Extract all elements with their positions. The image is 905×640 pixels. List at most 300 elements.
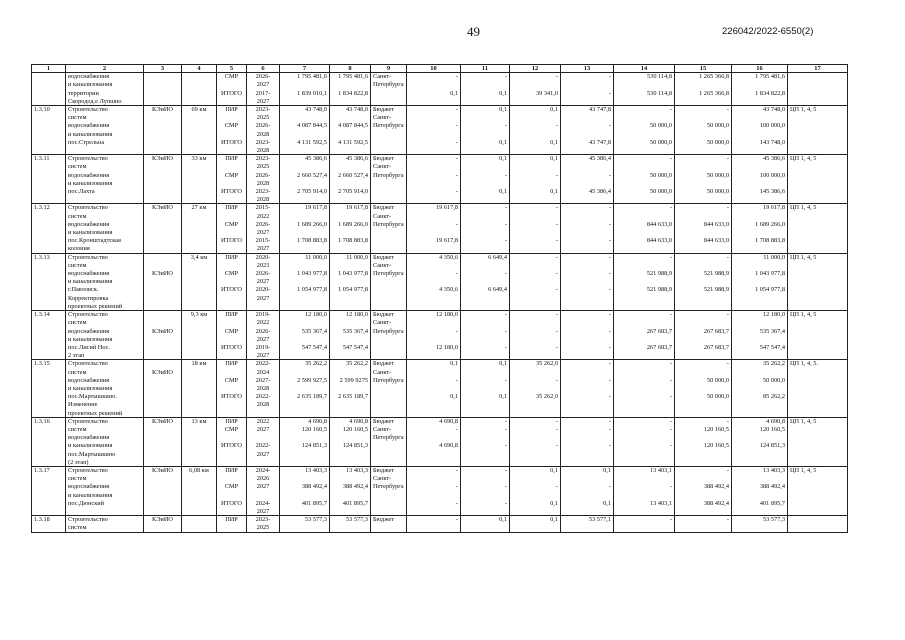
table-cell: 11 000,0 bbox=[732, 253, 788, 261]
table-cell bbox=[280, 130, 330, 138]
table-cell bbox=[788, 114, 848, 122]
table-cell: - bbox=[675, 155, 732, 163]
table-cell: 50 000,0 bbox=[675, 393, 732, 401]
table-cell bbox=[561, 196, 614, 204]
table-cell bbox=[280, 147, 330, 155]
table-cell: ИТОГО bbox=[217, 286, 247, 294]
table-cell bbox=[371, 450, 407, 458]
table-cell: 2027 bbox=[247, 335, 280, 343]
table-cell bbox=[675, 450, 732, 458]
table-cell bbox=[510, 491, 561, 499]
table-row bbox=[32, 294, 848, 302]
table-cell bbox=[407, 319, 461, 327]
table-cell: - bbox=[510, 270, 561, 278]
table-cell: СМР bbox=[217, 220, 247, 228]
table-cell bbox=[371, 442, 407, 450]
table-cell: 6 649,4 bbox=[461, 286, 510, 294]
table-cell bbox=[614, 261, 675, 269]
table-cell bbox=[788, 188, 848, 196]
table-cell: 33 км bbox=[182, 155, 217, 163]
table-cell: 12 180,0 bbox=[280, 311, 330, 319]
table-cell: 0,1 bbox=[461, 138, 510, 146]
table-cell: 2026- bbox=[247, 122, 280, 130]
table-cell: 535 367,4 bbox=[732, 327, 788, 335]
table-cell bbox=[371, 179, 407, 187]
table-cell: 2 635 189,7 bbox=[330, 393, 371, 401]
table-cell bbox=[675, 196, 732, 204]
table-cell bbox=[182, 401, 217, 409]
table-cell: систем bbox=[66, 114, 144, 122]
table-cell: систем bbox=[66, 319, 144, 327]
table-cell bbox=[788, 147, 848, 155]
table-cell: водоснабжения bbox=[66, 434, 144, 442]
table-row bbox=[32, 302, 848, 310]
table-cell bbox=[461, 384, 510, 392]
table-cell bbox=[407, 368, 461, 376]
table-cell: ИТОГО bbox=[217, 89, 247, 97]
table-cell: 13 403,3 bbox=[330, 466, 371, 474]
table-cell: 4 690,8 bbox=[732, 417, 788, 425]
table-row bbox=[32, 409, 848, 417]
table-cell bbox=[32, 229, 66, 237]
table-cell bbox=[788, 442, 848, 450]
table-cell: пос.Лисий Нос. bbox=[66, 343, 144, 351]
table-cell: 13 403,1 bbox=[614, 499, 675, 507]
table-cell bbox=[461, 179, 510, 187]
table-cell: ИТОГО bbox=[217, 442, 247, 450]
table-cell bbox=[182, 89, 217, 97]
table-cell bbox=[32, 212, 66, 220]
table-cell bbox=[732, 352, 788, 360]
table-cell bbox=[371, 458, 407, 466]
table-cell: 0,1 bbox=[561, 466, 614, 474]
table-cell: 1 795 481,6 bbox=[280, 73, 330, 81]
table-cell bbox=[32, 130, 66, 138]
table-cell: Петербурга bbox=[371, 376, 407, 384]
table-cell: 50 000,0 bbox=[675, 138, 732, 146]
table-cell bbox=[675, 384, 732, 392]
table-cell bbox=[280, 458, 330, 466]
table-cell bbox=[407, 97, 461, 105]
table-cell bbox=[461, 368, 510, 376]
table-cell: 388 492,4 bbox=[675, 499, 732, 507]
table-row bbox=[32, 286, 848, 294]
table-cell: 43 748,0 bbox=[330, 106, 371, 114]
table-cell: 0,1 bbox=[510, 499, 561, 507]
table-cell bbox=[330, 507, 371, 515]
table-cell bbox=[371, 401, 407, 409]
table-cell: и канализования bbox=[66, 179, 144, 187]
table-cell bbox=[182, 524, 217, 532]
table-cell bbox=[32, 171, 66, 179]
table-cell bbox=[144, 319, 182, 327]
table-cell bbox=[182, 343, 217, 351]
table-cell: 4 690,8 bbox=[330, 417, 371, 425]
table-cell bbox=[788, 237, 848, 245]
table-cell bbox=[788, 171, 848, 179]
table-cell: - bbox=[561, 286, 614, 294]
table-cell: 2028 bbox=[247, 147, 280, 155]
table-cell bbox=[732, 229, 788, 237]
table-cell bbox=[144, 507, 182, 515]
table-row bbox=[32, 270, 848, 278]
table-cell: 0,1 bbox=[407, 89, 461, 97]
table-cell: 45 386,6 bbox=[280, 155, 330, 163]
table-cell: 2023- bbox=[247, 188, 280, 196]
table-cell bbox=[32, 450, 66, 458]
table-cell: ПИР bbox=[217, 417, 247, 425]
table-cell bbox=[182, 483, 217, 491]
table-cell bbox=[510, 507, 561, 515]
budget-table bbox=[31, 64, 848, 533]
table-cell: 2022- bbox=[247, 442, 280, 450]
table-cell bbox=[182, 171, 217, 179]
table-cell: 2017- bbox=[247, 89, 280, 97]
table-cell bbox=[217, 434, 247, 442]
table-cell bbox=[407, 81, 461, 89]
table-cell bbox=[32, 81, 66, 89]
table-cell: КЭиИО bbox=[144, 204, 182, 212]
table-cell bbox=[182, 237, 217, 245]
table-cell bbox=[788, 376, 848, 384]
table-cell bbox=[561, 261, 614, 269]
table-cell: 12 180,0 bbox=[330, 311, 371, 319]
table-cell bbox=[144, 220, 182, 228]
table-cell: 2 660 527,4 bbox=[330, 171, 371, 179]
table-cell: - bbox=[614, 483, 675, 491]
table-cell: 4 131 592,5 bbox=[280, 138, 330, 146]
table-cell bbox=[461, 524, 510, 532]
table-cell: - bbox=[461, 442, 510, 450]
table-cell bbox=[561, 302, 614, 310]
table-cell: 2025 bbox=[247, 114, 280, 122]
table-cell: и канализования bbox=[66, 335, 144, 343]
table-cell: 35 262,0 bbox=[510, 360, 561, 368]
table-cell: 13 км bbox=[182, 417, 217, 425]
table-cell bbox=[182, 97, 217, 105]
table-cell: ИТОГО bbox=[217, 138, 247, 146]
table-cell bbox=[614, 294, 675, 302]
table-cell bbox=[371, 229, 407, 237]
table-cell: 2 635 189,7 bbox=[280, 393, 330, 401]
table-cell: ПИР bbox=[217, 360, 247, 368]
table-cell bbox=[182, 196, 217, 204]
table-cell: 53 577,3 bbox=[280, 516, 330, 524]
table-cell bbox=[561, 491, 614, 499]
table-cell bbox=[144, 81, 182, 89]
table-cell bbox=[561, 163, 614, 171]
table-cell: - bbox=[561, 483, 614, 491]
table-cell: и канализования bbox=[66, 278, 144, 286]
table-cell: 2023 bbox=[247, 261, 280, 269]
table-row bbox=[32, 483, 848, 491]
table-cell bbox=[32, 286, 66, 294]
table-cell: - bbox=[561, 89, 614, 97]
table-cell: - bbox=[510, 343, 561, 351]
table-cell bbox=[732, 245, 788, 253]
table-cell bbox=[614, 458, 675, 466]
table-cell bbox=[217, 401, 247, 409]
table-cell bbox=[32, 294, 66, 302]
table-cell: СМР bbox=[217, 425, 247, 433]
table-cell bbox=[510, 147, 561, 155]
table-cell: 2027 bbox=[247, 352, 280, 360]
table-cell: - bbox=[407, 466, 461, 474]
table-cell: - bbox=[407, 376, 461, 384]
table-cell bbox=[330, 245, 371, 253]
table-cell bbox=[217, 384, 247, 392]
table-cell bbox=[280, 475, 330, 483]
table-cell bbox=[144, 212, 182, 220]
table-cell: систем bbox=[66, 475, 144, 483]
table-cell bbox=[407, 302, 461, 310]
table-cell: 2024- bbox=[247, 466, 280, 474]
table-cell bbox=[182, 122, 217, 130]
table-cell bbox=[32, 475, 66, 483]
table-cell bbox=[217, 368, 247, 376]
table-cell bbox=[461, 261, 510, 269]
table-cell: территории bbox=[66, 89, 144, 97]
table-cell: 2019- bbox=[247, 311, 280, 319]
table-cell bbox=[371, 384, 407, 392]
table-cell: 401 895,7 bbox=[280, 499, 330, 507]
table-cell bbox=[144, 311, 182, 319]
table-cell: ПИР bbox=[217, 155, 247, 163]
table-cell: 6 649,4 bbox=[461, 253, 510, 261]
table-cell bbox=[144, 425, 182, 433]
table-row bbox=[32, 434, 848, 442]
table-cell: Петербурга bbox=[371, 81, 407, 89]
table-cell: 120 160,5 bbox=[280, 425, 330, 433]
table-cell: 35 262,2 bbox=[280, 360, 330, 368]
table-cell bbox=[461, 450, 510, 458]
table-cell: 1 834 822,8 bbox=[732, 89, 788, 97]
table-cell bbox=[675, 475, 732, 483]
table-row bbox=[32, 171, 848, 179]
table-cell: 35 262,2 bbox=[330, 360, 371, 368]
table-cell bbox=[32, 278, 66, 286]
table-cell: - bbox=[461, 483, 510, 491]
table-cell: 11 000,0 bbox=[330, 253, 371, 261]
table-cell bbox=[788, 401, 848, 409]
table-cell: - bbox=[614, 155, 675, 163]
table-cell bbox=[561, 434, 614, 442]
table-cell bbox=[788, 516, 848, 524]
table-cell: 1 265 366,8 bbox=[675, 73, 732, 81]
table-cell bbox=[461, 245, 510, 253]
table-cell bbox=[371, 278, 407, 286]
table-cell bbox=[732, 130, 788, 138]
table-cell: Петербурга bbox=[371, 220, 407, 228]
table-cell bbox=[732, 278, 788, 286]
table-cell: 0,1 bbox=[461, 516, 510, 524]
table-cell bbox=[182, 384, 217, 392]
table-cell bbox=[330, 524, 371, 532]
table-cell bbox=[182, 434, 217, 442]
table-cell bbox=[182, 442, 217, 450]
table-cell: 2022- bbox=[247, 393, 280, 401]
table-row bbox=[32, 122, 848, 130]
table-cell: 2023- bbox=[247, 155, 280, 163]
table-cell bbox=[407, 294, 461, 302]
table-cell: 2020- bbox=[247, 286, 280, 294]
table-cell bbox=[407, 507, 461, 515]
table-cell: 2019- bbox=[247, 343, 280, 351]
table-cell bbox=[144, 475, 182, 483]
table-cell bbox=[407, 491, 461, 499]
table-cell: 2027 bbox=[247, 278, 280, 286]
table-cell: водоснабжения bbox=[66, 220, 144, 228]
table-cell: Бюджет bbox=[371, 253, 407, 261]
table-cell bbox=[182, 327, 217, 335]
table-cell bbox=[217, 319, 247, 327]
table-cell: 53 577,3 bbox=[732, 516, 788, 524]
table-cell: - bbox=[510, 483, 561, 491]
column-header: 4 bbox=[182, 65, 217, 73]
table-cell bbox=[32, 196, 66, 204]
table-cell bbox=[561, 97, 614, 105]
table-cell: - bbox=[407, 327, 461, 335]
table-cell bbox=[280, 212, 330, 220]
table-cell bbox=[32, 179, 66, 187]
table-cell bbox=[407, 179, 461, 187]
table-cell: КЭиИО bbox=[144, 466, 182, 474]
table-cell bbox=[330, 319, 371, 327]
table-cell bbox=[182, 163, 217, 171]
table-cell: Скородод.е Лупшно bbox=[66, 97, 144, 105]
table-cell bbox=[675, 368, 732, 376]
table-cell: Петербурга bbox=[371, 122, 407, 130]
table-cell: и канализования bbox=[66, 81, 144, 89]
table-cell: 2020- bbox=[247, 253, 280, 261]
table-cell: 388 492,4 bbox=[675, 483, 732, 491]
table-row bbox=[32, 114, 848, 122]
table-cell bbox=[280, 434, 330, 442]
table-cell: и канализования bbox=[66, 229, 144, 237]
table-cell bbox=[788, 409, 848, 417]
table-cell bbox=[788, 434, 848, 442]
table-cell: 2028 bbox=[247, 384, 280, 392]
table-cell bbox=[510, 261, 561, 269]
table-cell: 120 160,5 bbox=[732, 425, 788, 433]
table-cell bbox=[330, 179, 371, 187]
table-cell bbox=[280, 294, 330, 302]
table-cell: - bbox=[461, 220, 510, 228]
table-cell: Бюджет bbox=[371, 311, 407, 319]
table-cell: 521 988,9 bbox=[614, 286, 675, 294]
table-cell bbox=[32, 458, 66, 466]
table-row bbox=[32, 212, 848, 220]
table-cell bbox=[675, 302, 732, 310]
table-cell: 50 000,0 bbox=[614, 138, 675, 146]
table-cell bbox=[330, 130, 371, 138]
table-cell bbox=[330, 401, 371, 409]
table-cell: и канализования bbox=[66, 442, 144, 450]
table-cell bbox=[788, 229, 848, 237]
table-cell bbox=[66, 196, 144, 204]
table-cell bbox=[371, 130, 407, 138]
table-cell bbox=[371, 188, 407, 196]
table-cell bbox=[510, 278, 561, 286]
table-row bbox=[32, 343, 848, 351]
table-cell: - bbox=[675, 253, 732, 261]
table-cell: и канализования bbox=[66, 384, 144, 392]
table-cell bbox=[182, 229, 217, 237]
table-cell bbox=[144, 352, 182, 360]
table-cell: Петербурга bbox=[371, 483, 407, 491]
table-cell bbox=[788, 196, 848, 204]
table-cell: - bbox=[614, 311, 675, 319]
table-cell bbox=[561, 81, 614, 89]
table-cell bbox=[561, 212, 614, 220]
table-cell: Строительство bbox=[66, 106, 144, 114]
table-cell bbox=[144, 442, 182, 450]
table-cell bbox=[182, 179, 217, 187]
table-cell bbox=[614, 434, 675, 442]
table-cell bbox=[217, 491, 247, 499]
table-cell: - bbox=[561, 270, 614, 278]
table-cell bbox=[732, 384, 788, 392]
table-cell bbox=[144, 450, 182, 458]
table-cell bbox=[330, 384, 371, 392]
table-cell: и канализования bbox=[66, 130, 144, 138]
table-cell: 1 839 010,1 bbox=[280, 89, 330, 97]
table-cell bbox=[788, 138, 848, 146]
table-cell bbox=[510, 294, 561, 302]
column-header: 3 bbox=[144, 65, 182, 73]
table-cell: - bbox=[614, 516, 675, 524]
table-cell: - bbox=[510, 253, 561, 261]
table-cell bbox=[407, 335, 461, 343]
table-cell: 4 350,6 bbox=[407, 286, 461, 294]
table-cell bbox=[614, 491, 675, 499]
table-cell: Строительство bbox=[66, 311, 144, 319]
table-cell bbox=[280, 409, 330, 417]
table-cell: 2028 bbox=[247, 130, 280, 138]
table-cell: 124 851,3 bbox=[330, 442, 371, 450]
table-cell bbox=[280, 401, 330, 409]
table-cell: 43 747,8 bbox=[561, 138, 614, 146]
table-cell: КЭиИО bbox=[144, 155, 182, 163]
table-cell bbox=[407, 147, 461, 155]
table-cell: 50 000,0 bbox=[675, 171, 732, 179]
table-cell: 0,1 bbox=[510, 155, 561, 163]
table-cell bbox=[144, 360, 182, 368]
table-cell bbox=[144, 147, 182, 155]
table-cell: 1 265 366,8 bbox=[675, 89, 732, 97]
table-cell bbox=[461, 114, 510, 122]
table-cell: Строительство bbox=[66, 417, 144, 425]
table-cell bbox=[788, 524, 848, 532]
table-cell: 0,1 bbox=[461, 188, 510, 196]
table-cell: 2026- bbox=[247, 171, 280, 179]
table-cell: 2022 bbox=[247, 212, 280, 220]
table-cell: 2025 bbox=[247, 524, 280, 532]
table-cell bbox=[144, 163, 182, 171]
table-cell: - bbox=[561, 343, 614, 351]
table-cell bbox=[247, 434, 280, 442]
table-cell: - bbox=[561, 417, 614, 425]
table-cell bbox=[788, 122, 848, 130]
table-cell bbox=[788, 384, 848, 392]
table-cell bbox=[788, 179, 848, 187]
table-header-row bbox=[32, 65, 848, 73]
column-header: 13 bbox=[561, 65, 614, 73]
table-cell: проектных решений bbox=[66, 302, 144, 310]
table-cell bbox=[732, 294, 788, 302]
table-cell bbox=[675, 524, 732, 532]
table-cell bbox=[144, 343, 182, 351]
